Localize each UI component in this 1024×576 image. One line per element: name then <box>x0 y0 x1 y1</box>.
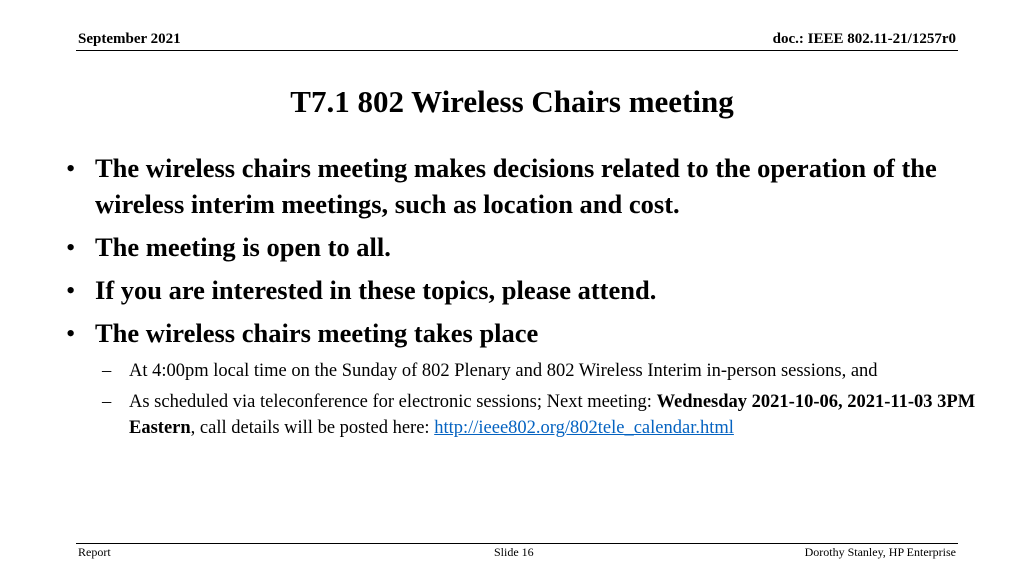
bullet-dot: • <box>66 153 76 183</box>
sub-bullet-text: At 4:00pm local time on the Sunday of 802 Plenary and 802 Wireless Interim in-person sessions, and <box>129 361 878 381</box>
bullet-item <box>66 229 986 265</box>
header-date: September 2021 <box>78 31 181 47</box>
bullet-item <box>66 272 986 308</box>
bullet-dot: • <box>66 318 76 348</box>
slide-title: T7.1 802 Wireless Chairs meeting <box>290 84 734 119</box>
sub-bullet-suffix: , call details will be posted here: <box>190 418 435 438</box>
sub-bullet-dash: – <box>102 361 112 381</box>
footer-divider <box>76 543 958 544</box>
sub-bullet-dash: – <box>102 392 112 412</box>
footer-left: Report <box>78 545 111 559</box>
sub-bullet-item <box>66 358 986 384</box>
header-divider <box>76 50 958 51</box>
bullet-dot: • <box>66 275 76 305</box>
bullet-item <box>66 150 986 222</box>
bullet-dot: • <box>66 232 76 262</box>
bullet-item <box>66 315 986 351</box>
header-doc-id: doc.: IEEE 802.11-21/1257r0 <box>772 31 956 47</box>
slide-body <box>66 150 986 446</box>
bullet-text: The wireless chairs meeting makes decisions related to the operation of the wireless interim meetings, such as location and cost. <box>95 153 937 219</box>
bullet-text: If you are interested in these topics, please attend. <box>95 275 657 305</box>
calendar-link[interactable]: http://ieee802.org/802tele_calendar.html <box>434 418 734 438</box>
sub-bullet-prefix: As scheduled via teleconference for electronic sessions; Next meeting: <box>129 392 657 412</box>
footer-author: Dorothy Stanley, HP Enterprise <box>804 545 956 559</box>
next-meeting-dates: Wednesday 2021-10-06, 2021-11-03 3PM Eastern <box>129 392 976 438</box>
footer-slide-number: Slide 16 <box>494 545 534 559</box>
bullet-text: The meeting is open to all. <box>95 232 391 262</box>
bullet-text: The wireless chairs meeting takes place <box>95 318 539 348</box>
sub-bullet-item <box>66 389 986 441</box>
